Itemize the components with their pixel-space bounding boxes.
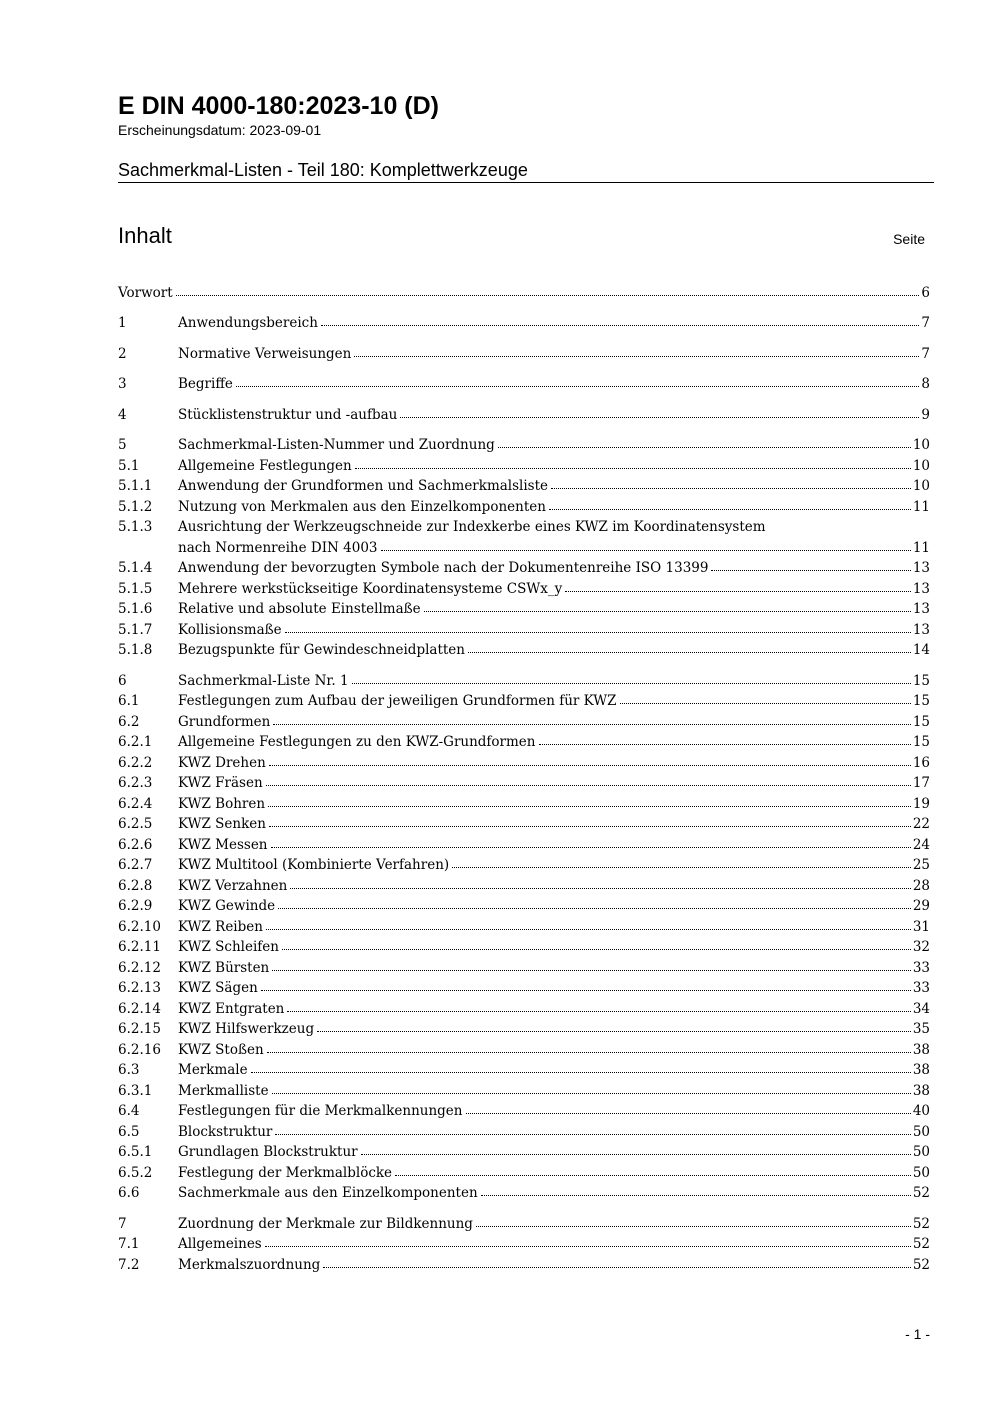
- toc-entry-page: 38: [912, 1062, 930, 1078]
- toc-entry-title: KWZ Sägen: [178, 980, 258, 996]
- toc-entry-number: 6.2.15: [118, 1021, 161, 1037]
- toc-entry-title: Festlegungen für die Merkmalkennungen: [178, 1103, 463, 1119]
- toc-entry-title: KWZ Entgraten: [178, 1000, 285, 1017]
- toc-entry-page: 38: [912, 1041, 930, 1058]
- toc-entry-page: 11: [912, 539, 930, 556]
- toc-entry[interactable]: [118, 1140, 930, 1161]
- toc-leader-dots: [271, 847, 911, 848]
- toc-entry[interactable]: [118, 494, 930, 515]
- toc-entry-page: 52: [912, 1236, 930, 1252]
- toc-entry-page: 8: [921, 376, 930, 392]
- toc-entry-number: 6.2.5: [118, 816, 153, 832]
- toc-entry-title: Sachmerkmal-Liste Nr. 1: [178, 672, 349, 689]
- toc-leader-dots: [395, 1175, 911, 1176]
- toc-entry-title: KWZ Senken: [178, 816, 266, 832]
- toc-entry-page: 17: [912, 775, 930, 791]
- toc-entry-title: Mehrere werkstückseitige Koordinatensysteme CSWx_y: [178, 580, 563, 597]
- toc-leader-dots: [266, 785, 911, 786]
- toc-entry[interactable]: [118, 791, 930, 812]
- toc-entry-title: Anwendungsbereich: [178, 315, 318, 331]
- toc-entry[interactable]: [118, 668, 930, 689]
- toc-entry-title: Zuordnung der Merkmale zur Bildkennung: [178, 1215, 473, 1232]
- toc-entry-title: Stücklistenstruktur und -aufbau: [178, 406, 398, 423]
- toc-entry-title: Kollisionsmaße: [178, 621, 282, 638]
- toc-entry[interactable]: [118, 853, 930, 874]
- toc-entry-number: 7: [118, 1215, 127, 1232]
- toc-leader-dots: [620, 703, 911, 704]
- toc-entry-page: 50: [912, 1164, 930, 1181]
- toc-entry-number: 6.2.1: [118, 734, 153, 750]
- toc-entry[interactable]: [118, 935, 930, 956]
- toc-leader-dots: [272, 1093, 911, 1094]
- toc-leader-dots: [476, 1226, 911, 1227]
- toc-entry-title: KWZ Messen: [178, 836, 268, 853]
- toc-entry-title: Festlegungen zum Aufbau der jeweiligen Grundformen für KWZ: [178, 693, 617, 709]
- toc-entry[interactable]: [118, 689, 930, 710]
- toc-entry-page: 31: [912, 918, 930, 935]
- toc-entry-page: 15: [912, 693, 930, 709]
- toc-entry-page: 7: [921, 345, 930, 362]
- toc-leader-dots: [269, 826, 911, 827]
- toc-leader-dots: [261, 990, 911, 991]
- toc-leader-dots: [481, 1195, 911, 1196]
- toc-entry-number: 5.1.3: [118, 519, 153, 535]
- toc-entry-page: 52: [912, 1215, 930, 1232]
- toc-entry-page: 32: [912, 939, 930, 955]
- toc-leader-dots: [424, 611, 911, 612]
- toc-entry-number: 6.4: [118, 1103, 140, 1119]
- toc-entry-page: 52: [912, 1185, 930, 1201]
- toc-entry[interactable]: [118, 832, 930, 853]
- toc-entry-number: 6.2.7: [118, 857, 153, 873]
- toc-entry-number: 6.2.3: [118, 775, 153, 791]
- toc-entry-title: Festlegung der Merkmalblöcke: [178, 1164, 393, 1181]
- toc-entry-number: 6.2: [118, 713, 140, 730]
- toc-leader-dots: [400, 417, 919, 418]
- toc-entry[interactable]: [118, 341, 930, 362]
- toc-entry-title: KWZ Fräsen: [178, 775, 263, 791]
- toc-entry-number: 6.5.2: [118, 1164, 153, 1181]
- toc-entry-number: 6: [118, 672, 127, 689]
- toc-leader-dots: [565, 591, 911, 592]
- toc-entry-number: 6.2.6: [118, 836, 153, 853]
- toc-entry-number: 6.1: [118, 693, 140, 709]
- toc-entry-page: 19: [912, 795, 930, 812]
- toc-leader-dots: [549, 509, 911, 510]
- toc-leader-dots: [275, 1134, 910, 1135]
- toc-entry-title: Blockstruktur: [178, 1123, 273, 1140]
- toc-entry[interactable]: [118, 1037, 930, 1058]
- toc-entry[interactable]: [118, 914, 930, 935]
- toc-entry-page: 50: [912, 1123, 930, 1140]
- toc-entry-number: 6.3.1: [118, 1082, 153, 1099]
- toc-entry-page: 7: [921, 315, 930, 331]
- toc-leader-dots: [317, 1031, 911, 1032]
- toc-entry-continuation[interactable]: [118, 535, 930, 556]
- toc-entry[interactable]: [118, 812, 930, 833]
- toc-leader-dots: [468, 652, 911, 653]
- toc-entry[interactable]: [118, 515, 930, 536]
- toc-entry[interactable]: [118, 597, 930, 618]
- toc-entry[interactable]: [118, 1119, 930, 1140]
- toc-entry-title: Grundlagen Blockstruktur: [178, 1144, 358, 1160]
- toc-entry[interactable]: [118, 1017, 930, 1038]
- toc-entry[interactable]: [118, 955, 930, 976]
- toc-entry-page: 28: [912, 877, 930, 894]
- toc-entry-number: 5.1.7: [118, 621, 153, 638]
- toc-entry-page: 24: [912, 836, 930, 853]
- toc-entry-page: 33: [912, 980, 930, 996]
- toc-entry-number: 7.2: [118, 1256, 140, 1273]
- document-id: E DIN 4000-180:2023-10 (D): [118, 92, 439, 120]
- toc-leader-dots: [381, 550, 911, 551]
- toc-leader-dots: [278, 908, 911, 909]
- toc-leader-dots: [282, 949, 911, 950]
- toc-entry-title: KWZ Bürsten: [178, 959, 270, 976]
- publication-date: Erscheinungsdatum: 2023-09-01: [118, 122, 322, 138]
- toc-entry-page: 50: [912, 1144, 930, 1160]
- toc-entry-title: Begriffe: [178, 376, 233, 392]
- toc-leader-dots: [354, 356, 919, 357]
- toc-entry-number: 6.2.16: [118, 1041, 161, 1058]
- toc-entry-page: 13: [912, 580, 930, 597]
- toc-entry[interactable]: [118, 280, 930, 301]
- toc-entry-page: 52: [912, 1256, 930, 1273]
- toc-entry-page: 15: [912, 734, 930, 750]
- toc-entry[interactable]: [118, 453, 930, 474]
- toc-entry-title: Normative Verweisungen: [178, 345, 352, 362]
- toc-entry[interactable]: [118, 996, 930, 1017]
- toc-entry-page: 34: [912, 1000, 930, 1017]
- toc-entry-number: 6.6: [118, 1185, 140, 1201]
- toc-leader-dots: [290, 888, 910, 889]
- toc-entry-title: KWZ Drehen: [178, 754, 266, 771]
- toc-entry-number: 5.1: [118, 457, 140, 474]
- toc-entry-number: 6.2.11: [118, 939, 161, 955]
- toc-entry-number: 2: [118, 345, 127, 362]
- toc-entry-number: 5.1.1: [118, 478, 153, 494]
- toc-entry-number: 6.5.1: [118, 1144, 153, 1160]
- toc-entry-title: Merkmalliste: [178, 1082, 269, 1099]
- toc-entry[interactable]: [118, 372, 930, 393]
- toc-entry-number: 4: [118, 406, 127, 423]
- toc-leader-dots: [539, 744, 911, 745]
- toc-entry-number: 3: [118, 376, 127, 392]
- toc-entry-title: Anwendung der Grundformen und Sachmerkmalsliste: [178, 478, 549, 494]
- toc-entry[interactable]: [118, 311, 930, 332]
- toc-entry-title: KWZ Verzahnen: [178, 877, 288, 894]
- toc-entry-page: 15: [912, 672, 930, 689]
- toc-entry-title: KWZ Multitool (Kombinierte Verfahren): [178, 857, 450, 873]
- toc-entry-number: 6.2.13: [118, 980, 161, 996]
- toc-entry-title: Sachmerkmal-Listen-Nummer und Zuordnung: [178, 437, 495, 453]
- toc-entry-number: 5.1.4: [118, 560, 153, 576]
- toc-entry-page: 11: [912, 498, 930, 515]
- toc-entry-title: KWZ Gewinde: [178, 898, 276, 914]
- toc-leader-dots: [285, 632, 911, 633]
- toc-leader-dots: [452, 867, 911, 868]
- toc-entry[interactable]: [118, 730, 930, 751]
- toc-leader-dots: [466, 1113, 911, 1114]
- toc-leader-dots: [266, 929, 911, 930]
- toc-entry-page: 35: [912, 1021, 930, 1037]
- toc-entry-title: Nutzung von Merkmalen aus den Einzelkomponenten: [178, 498, 546, 515]
- toc-leader-dots: [498, 447, 911, 448]
- header-rule: [118, 182, 934, 183]
- toc-entry-page: 10: [912, 437, 930, 453]
- toc-entry-title: Vorwort: [118, 284, 173, 301]
- toc-entry-number: 5.1.8: [118, 642, 153, 658]
- toc-entry[interactable]: [118, 402, 930, 423]
- toc-entry[interactable]: [118, 556, 930, 577]
- toc-page-column-label: Seite: [893, 231, 925, 247]
- toc-entry-number: 5.1.5: [118, 580, 153, 597]
- toc-leader-dots: [251, 1072, 911, 1073]
- toc-entry-page: 13: [912, 560, 930, 576]
- toc-entry-title: KWZ Bohren: [178, 795, 266, 812]
- toc-entry[interactable]: [118, 894, 930, 915]
- toc-entry-page: 15: [912, 713, 930, 730]
- toc-entry-title: Merkmale: [178, 1062, 248, 1078]
- toc-leader-dots: [551, 488, 911, 489]
- toc-entry-page: 14: [912, 642, 930, 658]
- toc-entry-title: Allgemeine Festlegungen: [178, 457, 352, 474]
- toc-entry[interactable]: [118, 750, 930, 771]
- toc-entry-number: 6.2.2: [118, 754, 153, 771]
- toc-entry-page: 16: [912, 754, 930, 771]
- table-of-contents: [118, 280, 930, 1273]
- toc-entry-page: 10: [912, 457, 930, 474]
- toc-leader-dots: [711, 570, 910, 571]
- toc-entry-title: KWZ Schleifen: [178, 939, 279, 955]
- toc-entry[interactable]: [118, 709, 930, 730]
- toc-entry-title: Allgemeine Festlegungen zu den KWZ-Grundformen: [178, 734, 536, 750]
- toc-leader-dots: [321, 325, 919, 326]
- toc-entry[interactable]: [118, 433, 930, 454]
- toc-entry-number: 6.5: [118, 1123, 140, 1140]
- toc-leader-dots: [236, 386, 920, 387]
- toc-entry-number: 6.2.8: [118, 877, 153, 894]
- toc-entry-number: 7.1: [118, 1236, 140, 1252]
- toc-leader-dots: [267, 1052, 911, 1053]
- toc-entry-page: 9: [921, 406, 930, 423]
- page-number: - 1 -: [905, 1326, 930, 1342]
- toc-entry[interactable]: [118, 1058, 930, 1079]
- toc-entry-title: KWZ Stoßen: [178, 1041, 264, 1058]
- toc-entry[interactable]: [118, 1160, 930, 1181]
- toc-entry-title: KWZ Reiben: [178, 918, 263, 935]
- toc-entry[interactable]: [118, 638, 930, 659]
- toc-heading: Inhalt: [118, 223, 172, 248]
- toc-entry-page: 13: [912, 621, 930, 638]
- toc-entry[interactable]: [118, 1232, 930, 1253]
- toc-entry-title: Allgemeines: [178, 1236, 262, 1252]
- toc-leader-dots: [265, 1246, 911, 1247]
- toc-entry-page: 22: [912, 816, 930, 832]
- toc-leader-dots: [176, 295, 920, 296]
- toc-entry-number: 5: [118, 437, 127, 453]
- toc-leader-dots: [269, 765, 911, 766]
- toc-entry-title: Ausrichtung der Werkzeugschneide zur Indexkerbe eines KWZ im Koordinatensystem: [178, 519, 766, 535]
- toc-entry-page: 10: [912, 478, 930, 494]
- toc-entry-title: KWZ Hilfswerkzeug: [178, 1021, 315, 1037]
- toc-leader-dots: [273, 724, 910, 725]
- toc-entry[interactable]: [118, 617, 930, 638]
- toc-entry-number: 6.2.14: [118, 1000, 161, 1017]
- toc-entry-page: 38: [912, 1082, 930, 1099]
- toc-entry-number: 6.3: [118, 1062, 140, 1078]
- toc-entry[interactable]: [118, 1099, 930, 1120]
- toc-entry-title: Anwendung der bevorzugten Symbole nach der Dokumentenreihe ISO 13399: [178, 560, 709, 576]
- toc-leader-dots: [272, 970, 911, 971]
- toc-leader-dots: [361, 1154, 911, 1155]
- toc-entry[interactable]: [118, 474, 930, 495]
- toc-entry[interactable]: [118, 576, 930, 597]
- toc-entry-title: Grundformen: [178, 713, 271, 730]
- toc-entry[interactable]: [118, 976, 930, 997]
- toc-entry-number: 6.2.9: [118, 898, 153, 914]
- toc-leader-dots: [287, 1011, 910, 1012]
- toc-entry-title: nach Normenreihe DIN 4003: [178, 539, 378, 556]
- toc-entry-page: 6: [921, 284, 930, 301]
- toc-entry-title: Sachmerkmale aus den Einzelkomponenten: [178, 1185, 478, 1201]
- document-subtitle: Sachmerkmal-Listen - Teil 180: Komplettwerkzeuge: [118, 160, 528, 180]
- toc-entry[interactable]: [118, 1252, 930, 1273]
- toc-entry[interactable]: [118, 1078, 930, 1099]
- toc-entry-number: 5.1.6: [118, 601, 153, 617]
- toc-leader-dots: [268, 806, 911, 807]
- toc-entry-number: 5.1.2: [118, 498, 153, 515]
- toc-entry-number: 1: [118, 315, 127, 331]
- toc-entry[interactable]: [118, 873, 930, 894]
- toc-entry-number: 6.2.12: [118, 959, 161, 976]
- toc-entry-number: 6.2.10: [118, 918, 161, 935]
- toc-leader-dots: [355, 468, 911, 469]
- toc-entry[interactable]: [118, 1211, 930, 1232]
- toc-leader-dots: [323, 1267, 911, 1268]
- toc-entry-title: Relative und absolute Einstellmaße: [178, 601, 421, 617]
- toc-entry-title: Bezugspunkte für Gewindeschneidplatten: [178, 642, 465, 658]
- toc-entry-page: 25: [912, 857, 930, 873]
- toc-entry-number: 6.2.4: [118, 795, 153, 812]
- toc-entry[interactable]: [118, 1181, 930, 1202]
- toc-leader-dots: [352, 683, 911, 684]
- toc-entry-page: 29: [912, 898, 930, 914]
- toc-entry-page: 40: [912, 1103, 930, 1119]
- toc-entry-title: Merkmalszuordnung: [178, 1256, 321, 1273]
- toc-entry-page: 13: [912, 601, 930, 617]
- toc-entry[interactable]: [118, 771, 930, 792]
- toc-entry-page: 33: [912, 959, 930, 976]
